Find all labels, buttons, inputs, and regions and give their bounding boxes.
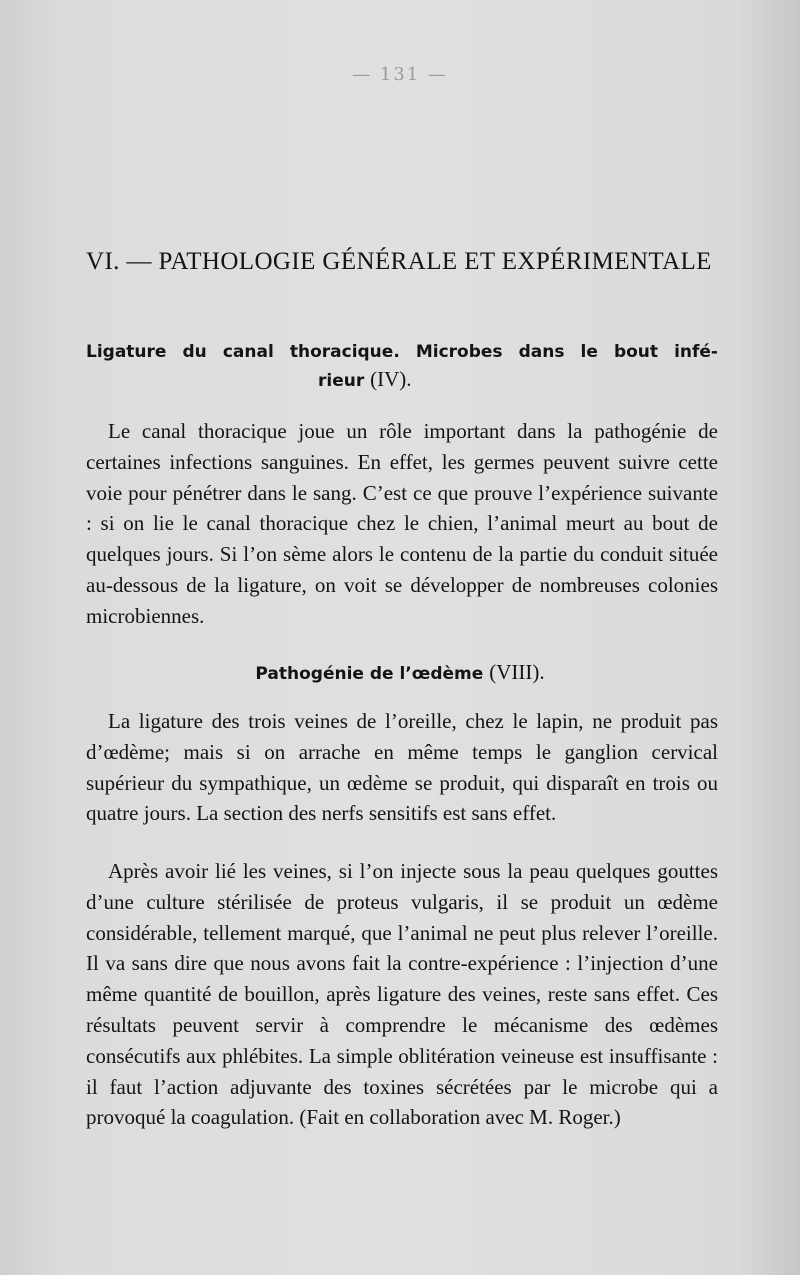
article-1-reference: (IV). (370, 367, 412, 391)
article-2-paragraph-1: La ligature des trois veines de l’oreille, chez le lapin, ne produit pas d’œdème; mais si on arrache en même temps le ganglion cervical supérieur du sympathique, un œdème se produit, qui disparaît en trois ou quatre jours. La section des nerfs sensitifs est sans effet. (86, 709, 718, 826)
article-1-paragraph-1: Le canal thoracique joue un rôle important dans la pathogénie de certaines infections sanguines. En effet, les germes peuvent suivre cette voie pour pénétrer dans le sang. C’est ce que prouve l’expérience suivante : si on lie le canal thoracique chez le chien, l’animal meurt au bout de quelques jours. Si l’on sème alors le contenu de la partie du conduit située au-dessous de la ligature, on voit se développer de nombreuses colonies microbiennes. (86, 419, 718, 628)
article-2-reference: (VIII). (489, 660, 545, 684)
section-title: VI. — PATHOLOGIE GÉNÉRALE ET EXPÉRIMENTALE (86, 248, 712, 275)
article-2-heading (0, 659, 800, 688)
article-2-heading-text: Pathogénie de l’œdème (255, 664, 484, 684)
article-1-heading-line1: Ligature du canal thoracique. Microbes dans le bout infé- (86, 342, 718, 362)
page-number: — 131 — (352, 64, 448, 85)
article-1-heading-continued (318, 366, 412, 395)
article-1-heading-line2: rieur (318, 371, 365, 391)
article-1-heading (86, 339, 718, 366)
article-2-paragraph-2: Après avoir lié les veines, si l’on injecte sous la peau quelques gouttes d’une culture stérilisée de proteus vulgaris, il se produit un œdème considérable, tellement marqué, que l’animal ne peut plus relever l’oreille. Il va sans dire que nous avons fait la contre-expérience : l’injection d’une même quantité de bouillon, après ligature des veines, reste sans effet. Ces résultats peuvent servir à comprendre le mécanisme des œdèmes consécutifs aux phlébites. La simple oblitération veineuse est insuffisante : il faut l’action adjuvante des toxines sécrétées par le microbe qui a provoqué la coagulation. (Fait en collaboration avec M. Roger.) (86, 859, 718, 1130)
